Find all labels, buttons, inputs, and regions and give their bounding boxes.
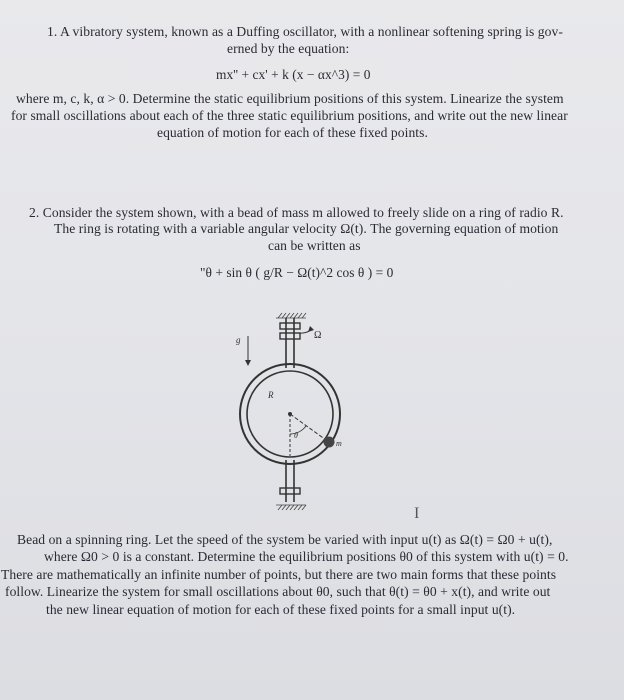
bottom-bearing: [280, 488, 300, 494]
duffing-equation: mx'' + cx' + k (x − αx^3) = 0: [216, 67, 371, 82]
problem1-line3: where m, c, k, α > 0. Determine the static equilibrium positions of this system. Linearize the system: [16, 91, 564, 106]
problem1-line4: for small oscillations about each of the three static equilibrium positions, and write out the new linear: [11, 108, 568, 123]
paragraph-line1: Bead on a spinning ring. Let the speed of the system be varied with input u(t) as Ω(t) = Ω0 + u(t),: [17, 532, 553, 547]
problem2-line2: The ring is rotating with a variable angular velocity Ω(t). The governing equation of motion: [54, 221, 559, 236]
omega-label: Ω: [314, 330, 322, 341]
top-bearing-lower: [280, 333, 300, 339]
text-cursor: I: [414, 505, 420, 522]
bottom-ground-hatch: [276, 505, 306, 510]
paragraph-line4: follow. Linearize the system for small oscillations about θ0, such that θ(t) = θ0 + x(t), and write out: [5, 584, 551, 599]
problem1-line2: erned by the equation:: [227, 41, 350, 56]
bead: [324, 437, 335, 448]
paragraph-line5: the new linear equation of motion for each of these fixed points for a small input u(t).: [46, 602, 516, 617]
problem1-line1: 1. A vibratory system, known as a Duffing oscillator, with a nonlinear softening spring is gov-: [47, 24, 563, 39]
top-ground-hatch: [276, 313, 306, 318]
paragraph-line2: where Ω0 > 0 is a constant. Determine the equilibrium positions θ0 of this system with u(t) = 0.: [44, 549, 569, 564]
bead-ring-figure: [228, 306, 358, 516]
top-bearing: [280, 323, 300, 329]
problem2-line3: can be written as: [268, 238, 361, 253]
gravity-arrowhead: [245, 360, 251, 366]
problem1-line5: equation of motion for each of these fixed points.: [157, 125, 428, 140]
R-label: R: [268, 390, 274, 400]
m-label: m: [336, 439, 342, 448]
ring-center: [288, 412, 292, 416]
theta-label: θ: [294, 431, 298, 440]
ring-equation: "θ + sin θ ( g/R − Ω(t)^2 cos θ ) = 0: [200, 265, 394, 280]
problem2-line1: 2. Consider the system shown, with a bead of mass m allowed to freely slide on a ring of radio R.: [29, 205, 564, 220]
theta-arc: [290, 426, 306, 434]
g-label: g: [236, 335, 241, 345]
paragraph-line3: There are mathematically an infinite number of points, but there are two main forms that these points: [1, 567, 557, 582]
